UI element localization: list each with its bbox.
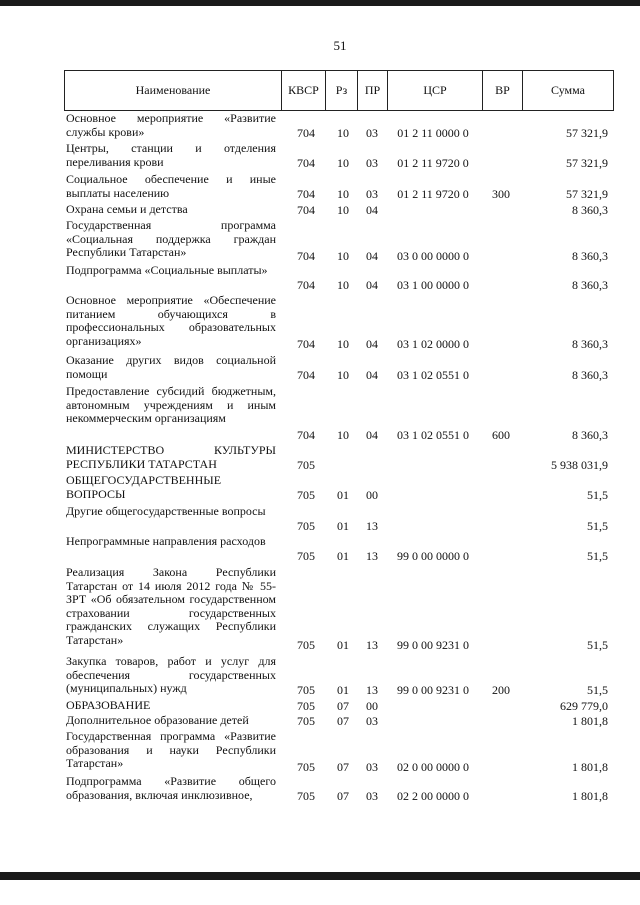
- table-row: [66, 294, 612, 351]
- row-sum: 8 360,3: [572, 368, 608, 382]
- row-name: МИНИСТЕРСТВО КУЛЬТУРЫ РЕСПУБЛИКИ ТАТАРСТАН: [66, 443, 276, 471]
- row-pr: 04: [366, 203, 378, 217]
- row-sum: 8 360,3: [572, 337, 608, 351]
- row-pr: 13: [366, 683, 378, 697]
- row-rz: 07: [337, 789, 349, 803]
- table-row: [66, 566, 612, 652]
- table-row: [66, 699, 612, 713]
- row-sum: 51,5: [587, 638, 608, 652]
- row-name: Предоставление субсидий бюджетным, автономным учреждениям и иным некоммерческим организациям: [66, 384, 276, 426]
- row-pr: 04: [366, 249, 378, 263]
- row-pr: 04: [366, 278, 378, 292]
- row-name: Охрана семьи и детства: [66, 202, 188, 216]
- table-row: [66, 173, 612, 201]
- row-sum: 1 801,8: [572, 714, 608, 728]
- row-name: Основное мероприятие «Развитие службы крови»: [66, 111, 276, 139]
- row-name: Основное мероприятие «Обеспечение питанием обучающихся в профессиональных образовательных организациях»: [66, 293, 276, 348]
- table-row: [66, 385, 612, 442]
- row-kvsr: 704: [297, 187, 315, 201]
- row-pr: 00: [366, 488, 378, 502]
- row-name: Центры, станции и отделения переливания крови: [66, 141, 276, 169]
- row-rz: 10: [337, 368, 349, 382]
- scan-bottom-edge: [0, 872, 640, 880]
- table-row: [66, 775, 612, 803]
- row-pr: 00: [366, 699, 378, 713]
- page-number: 51: [333, 38, 347, 53]
- row-sum: 51,5: [587, 519, 608, 533]
- row-kvsr: 705: [297, 549, 315, 563]
- header-sum: Сумма: [522, 71, 613, 110]
- row-sum: 8 360,3: [572, 203, 608, 217]
- table-row: [66, 474, 612, 502]
- table-row: [66, 714, 612, 728]
- scan-top-edge: [0, 0, 640, 6]
- header-csr: ЦСР: [387, 71, 482, 110]
- header-rz: Рз: [325, 71, 357, 110]
- row-kvsr: 704: [297, 156, 315, 170]
- row-csr: 03 1 02 0551 0: [397, 428, 469, 442]
- row-name: Непрограммные направления расходов: [66, 534, 266, 548]
- table-row: [66, 730, 612, 774]
- row-pr: 13: [366, 638, 378, 652]
- row-kvsr: 704: [297, 428, 315, 442]
- row-sum: 57 321,9: [566, 126, 608, 140]
- row-kvsr: 704: [297, 368, 315, 382]
- row-sum: 1 801,8: [572, 760, 608, 774]
- row-name: Дополнительное образование детей: [66, 713, 249, 727]
- table-row: [66, 535, 612, 563]
- row-kvsr: 705: [297, 789, 315, 803]
- table-row: [66, 444, 612, 472]
- row-kvsr: 704: [297, 126, 315, 140]
- row-rz: 07: [337, 699, 349, 713]
- row-kvsr: 704: [297, 278, 315, 292]
- row-kvsr: 705: [297, 488, 315, 502]
- row-csr: 01 2 11 0000 0: [397, 126, 469, 140]
- row-name: Подпрограмма «Развитие общего образования, включая инклюзивное,: [66, 774, 276, 802]
- table-row: [66, 505, 612, 533]
- row-rz: 10: [337, 249, 349, 263]
- row-vr: 200: [492, 683, 510, 697]
- row-pr: 03: [366, 760, 378, 774]
- row-name: Подпрограмма «Социальные выплаты»: [66, 263, 268, 277]
- row-kvsr: 705: [297, 699, 315, 713]
- row-sum: 51,5: [587, 683, 608, 697]
- row-sum: 51,5: [587, 488, 608, 502]
- row-kvsr: 705: [297, 458, 315, 472]
- row-csr: 03 0 00 0000 0: [397, 249, 469, 263]
- row-pr: 03: [366, 714, 378, 728]
- row-csr: 99 0 00 9231 0: [397, 683, 469, 697]
- table-row: [66, 112, 612, 140]
- row-csr: 99 0 00 0000 0: [397, 549, 469, 563]
- table-row: [66, 142, 612, 170]
- row-rz: 01: [337, 683, 349, 697]
- row-pr: 04: [366, 368, 378, 382]
- row-sum: 1 801,8: [572, 789, 608, 803]
- row-pr: 04: [366, 428, 378, 442]
- row-vr: 600: [492, 428, 510, 442]
- row-name: Закупка товаров, работ и услуг для обеспечения государственных (муниципальных) нужд: [66, 654, 276, 696]
- row-sum: 8 360,3: [572, 428, 608, 442]
- row-csr: 03 1 02 0551 0: [397, 368, 469, 382]
- row-sum: 8 360,3: [572, 278, 608, 292]
- row-name: Государственная программа «Развитие образования и науки Республики Татарстан»: [66, 729, 276, 771]
- table-row: [66, 203, 612, 217]
- row-rz: 10: [337, 156, 349, 170]
- row-csr: 99 0 00 9231 0: [397, 638, 469, 652]
- row-csr: 02 2 00 0000 0: [397, 789, 469, 803]
- row-kvsr: 705: [297, 683, 315, 697]
- header-kvsr: КВСР: [281, 71, 325, 110]
- row-rz: 07: [337, 760, 349, 774]
- header-pr: ПР: [357, 71, 387, 110]
- row-rz: 10: [337, 278, 349, 292]
- header-vr: ВР: [482, 71, 522, 110]
- row-sum: 51,5: [587, 549, 608, 563]
- table-row: [66, 219, 612, 263]
- row-kvsr: 705: [297, 760, 315, 774]
- row-name: ОБЩЕГОСУДАРСТВЕННЫЕ ВОПРОСЫ: [66, 473, 222, 501]
- row-rz: 01: [337, 488, 349, 502]
- row-csr: 01 2 11 9720 0: [397, 156, 469, 170]
- row-csr: 03 1 02 0000 0: [397, 337, 469, 351]
- row-pr: 03: [366, 789, 378, 803]
- row-name: Оказание других видов социальной помощи: [66, 353, 276, 381]
- row-pr: 13: [366, 549, 378, 563]
- row-csr: 03 1 00 0000 0: [397, 278, 469, 292]
- table-header: [64, 70, 614, 111]
- row-sum: 57 321,9: [566, 187, 608, 201]
- row-name: Другие общегосударственные вопросы: [66, 504, 266, 518]
- row-name: ОБРАЗОВАНИЕ: [66, 698, 151, 712]
- row-rz: 10: [337, 187, 349, 201]
- row-kvsr: 705: [297, 638, 315, 652]
- row-sum: 8 360,3: [572, 249, 608, 263]
- row-pr: 03: [366, 187, 378, 201]
- row-rz: 01: [337, 519, 349, 533]
- row-pr: 13: [366, 519, 378, 533]
- table-row: [66, 655, 612, 697]
- row-kvsr: 704: [297, 203, 315, 217]
- row-csr: 01 2 11 9720 0: [397, 187, 469, 201]
- row-kvsr: 704: [297, 337, 315, 351]
- row-rz: 01: [337, 638, 349, 652]
- row-pr: 03: [366, 126, 378, 140]
- table-row: [66, 264, 612, 292]
- row-pr: 04: [366, 337, 378, 351]
- row-vr: 300: [492, 187, 510, 201]
- row-name: Государственная программа «Социальная поддержка граждан Республики Татарстан»: [66, 218, 276, 260]
- row-kvsr: 705: [297, 519, 315, 533]
- row-sum: 629 779,0: [560, 699, 608, 713]
- row-name: Социальное обеспечение и иные выплаты населению: [66, 172, 276, 200]
- row-rz: 07: [337, 714, 349, 728]
- row-csr: 02 0 00 0000 0: [397, 760, 469, 774]
- row-rz: 01: [337, 549, 349, 563]
- row-kvsr: 705: [297, 714, 315, 728]
- row-rz: 10: [337, 126, 349, 140]
- header-name: Наименование: [135, 83, 211, 97]
- row-sum: 57 321,9: [566, 156, 608, 170]
- row-pr: 03: [366, 156, 378, 170]
- table-row: [66, 354, 612, 382]
- row-kvsr: 704: [297, 249, 315, 263]
- row-sum: 5 938 031,9: [551, 458, 608, 472]
- row-rz: 10: [337, 337, 349, 351]
- row-rz: 10: [337, 428, 349, 442]
- row-name: Реализация Закона Республики Татарстан от 14 июля 2012 года № 55-ЗРТ «Об обязательном государственном страховании государственных гражданских служащих Республики Татарстан»: [66, 565, 276, 647]
- row-rz: 10: [337, 203, 349, 217]
